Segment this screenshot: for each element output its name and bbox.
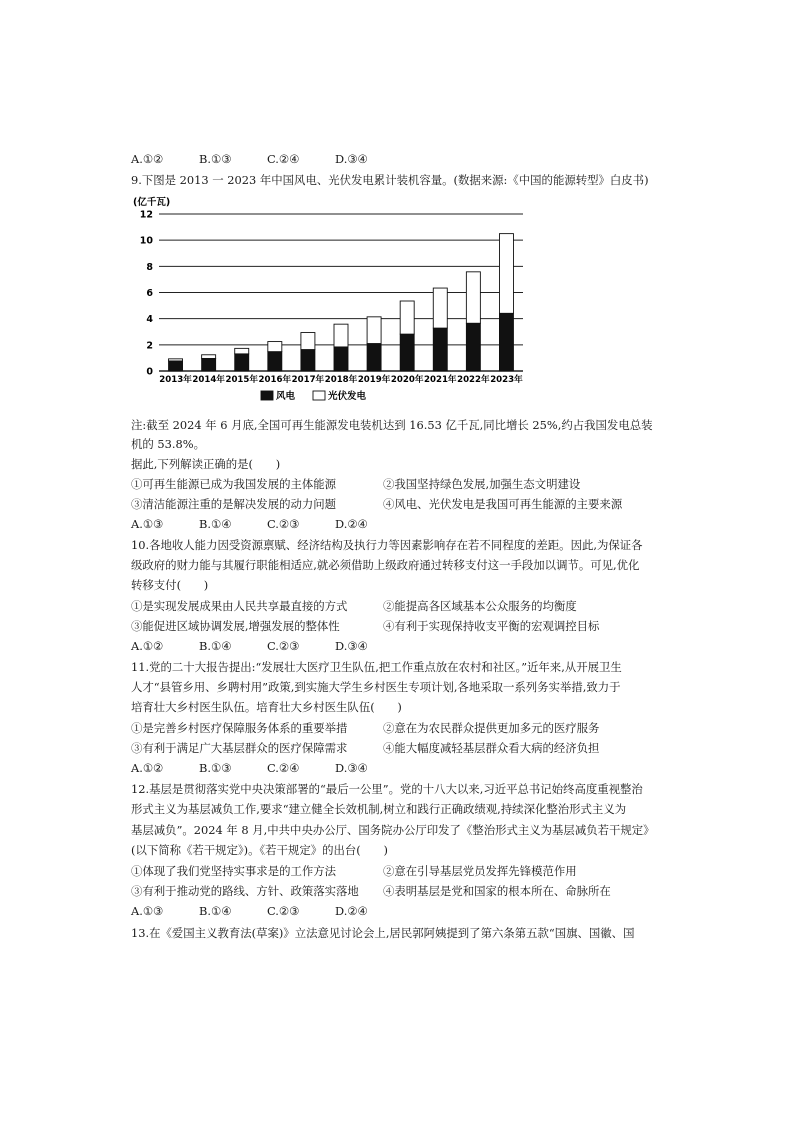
q11-item-3: ③有利于满足广大基层群众的医疗保障需求 [131,741,348,755]
q9-note-line2: 机的 53.8%。 [131,437,205,451]
bar-wind-2019年 [367,344,381,371]
q11-stem-line3: 培育壮大乡村医生队伍。培育壮大乡村医生队伍( ) [131,700,402,714]
q9-items-row1 [131,477,671,492]
legend-swatch-solar [313,391,325,400]
bar-wind-2013年 [169,361,183,371]
q11-items-row2 [131,741,671,756]
bar-solar-2018年 [334,324,348,347]
q12-item-4: ④表明基层是党和国家的根本所在、命脉所在 [383,884,611,898]
q12-items-row2 [131,884,671,899]
q12-item-1: ①体现了我们党坚持实事求是的工作方法 [131,864,337,878]
bar-wind-2015年 [235,354,249,371]
legend [261,390,367,402]
bar-wind-2016年 [268,352,282,371]
x-tick-2013年: 2013年 [159,375,192,385]
q9-item-4: ④风电、光伏发电是我国可再生能源的主要来源 [383,497,623,511]
q8-option-a[interactable]: A.①② [131,152,164,166]
x-tick-2021年: 2021年 [424,375,457,385]
q9-option-d[interactable]: D.②④ [335,517,368,531]
q10-option-b[interactable]: B.①④ [199,639,232,653]
bar-solar-2015年 [235,348,249,353]
q10-item-4: ④有利于实现保持收支平衡的宏观调控目标 [383,619,600,633]
x-tick-2017年: 2017年 [291,375,325,385]
q9-option-c[interactable]: C.②③ [267,517,300,531]
q8-option-b[interactable]: B.①③ [199,152,232,166]
q9-item-2: ②我国坚持绿色发展,加强生态文明建设 [383,477,581,491]
x-tick-2015年: 2015年 [225,375,258,385]
y-tick-6: 6 [146,288,153,299]
y-tick-labels [140,210,154,378]
bar-wind-2022年 [466,323,480,371]
q11-option-a[interactable]: A.①② [131,761,164,775]
q10-item-2: ②能提高各区域基本公众服务的均衡度 [383,599,577,613]
q12-item-2: ②意在引导基层党员发挥先锋模范作用 [383,864,577,878]
q13-stem-line1: 13.在《爱国主义教育法(草案)》立法意见讨论会上,居民郭阿姨提到了第六条第五款“国旗、国徽、国 [131,926,635,940]
q10-items-row1 [131,599,671,614]
q12-item-3: ③有利于推动党的路线、方针、政策落实落地 [131,884,359,898]
q10-option-d[interactable]: D.③④ [335,639,368,653]
x-tick-labels [159,373,523,385]
q8-option-d[interactable]: D.③④ [335,152,368,166]
q11-option-c[interactable]: C.②④ [267,761,300,775]
x-tick-2022年: 2022年 [457,375,490,385]
bar-solar-2017年 [301,333,315,350]
q10-items-row2 [131,619,671,634]
bar-solar-2020年 [400,301,414,334]
q9-items-row2 [131,497,671,512]
q8-option-c[interactable]: C.②④ [267,152,300,166]
q11-option-b[interactable]: B.①③ [199,761,232,775]
y-tick-12: 12 [139,209,153,221]
y-tick-4: 4 [146,314,153,326]
q8-options [131,152,671,167]
q11-item-4: ④能大幅度减轻基层群众看大病的经济负担 [383,741,600,755]
legend-label-solar: 光伏发电 [328,391,367,402]
q11-items-row1 [131,721,671,736]
q10-item-3: ③能促进区域协调发展,增强发展的整体性 [131,619,340,633]
x-tick-2018年: 2018年 [324,375,358,385]
q10-option-a[interactable]: A.①② [131,639,164,653]
bar-solar-2016年 [268,342,282,352]
bar-wind-2017年 [301,350,315,371]
bar-wind-2021年 [433,328,447,371]
q9-item-3: ③清洁能源注重的是解决发展的动力问题 [131,497,337,511]
q12-items-row1 [131,864,671,879]
q10-item-1: ①是实现发展成果由人民共享最直接的方式 [131,599,348,613]
q9-option-b[interactable]: B.①④ [199,517,232,531]
q12-options [131,904,671,919]
q11-stem-line2: 人才“县管乡用、乡聘村用”政策,到实施大学生乡村医生专项计划,各地采取一系列务实举措,致力于 [131,680,621,694]
bar-solar-2022年 [466,272,480,323]
q12-stem-line3: 基层减负”。2024 年 8 月,中共中央办公厅、国务院办公厅印发了《整治形式主义为基层减负若干规定》 [131,823,655,837]
legend-swatch-wind [261,391,273,400]
y-tick-10: 10 [139,235,153,247]
y-axis-label: (亿千瓦) [133,197,171,208]
q10-option-c[interactable]: C.②③ [267,639,300,653]
q12-option-d[interactable]: D.②④ [335,904,368,918]
q11-item-1: ①是完善乡村医疗保障服务体系的重要举措 [131,721,348,735]
bar-solar-2019年 [367,317,381,344]
q10-stem-line1: 10.各地收人能力因受资源禀赋、经济结构及执行力等因素影响存在若不同程度的差距。因此,为保证各 [131,538,643,552]
bar-wind-2018年 [334,347,348,371]
bars [169,234,514,371]
q12-stem-line2: 形式主义为基层减负工作,要求“建立健全长效机制,树立和践行正确政绩观,持续深化整治形式主义为 [131,802,627,816]
x-tick-2014年: 2014年 [192,375,225,385]
x-tick-2019年: 2019年 [357,375,391,385]
q10-stem-line3: 转移支付( ) [131,578,209,592]
q12-stem-line1: 12.基层是贯彻落实党中央决策部署的“最后一公里”。党的十八大以来,习近平总书记始终高度重视整治 [131,782,643,796]
x-tick-2020年: 2020年 [390,375,424,385]
x-tick-2016年: 2016年 [258,375,292,385]
bar-solar-2023年 [499,234,513,314]
bar-solar-2013年 [169,359,183,361]
q9-item-1: ①可再生能源已成为我国发展的主体能源 [131,477,337,491]
q9-stem: 9.下图是 2013 一 2023 年中国风电、光伏发电累计装机容量。(数据来源:《中国的能源转型》白皮书) [131,173,649,187]
q11-stem-line1: 11.党的二十大报告提出:“发展壮大医疗卫生队伍,把工作重点放在农村和社区。”近年来,从开展卫生 [131,660,622,674]
y-tick-0: 0 [146,366,153,378]
y-tick-2: 2 [146,340,153,352]
q9-note-line1: 注:截至 2024 年 6 月底,全国可再生能源发电装机达到 16.53 亿千瓦,同比增长 25%,约占我国发电总装 [131,418,653,432]
q12-stem-line4: (以下简称《若干规定》)。《若干规定》的出台( ) [131,843,388,857]
bar-solar-2014年 [202,355,216,359]
q12-option-a[interactable]: A.①③ [131,904,164,918]
q9-prompt: 据此,下列解读正确的是( ) [131,457,281,471]
bar-wind-2020年 [400,334,414,371]
q11-option-d[interactable]: D.③④ [335,761,368,775]
bar-solar-2021年 [433,288,447,328]
bar-wind-2023年 [499,313,513,371]
q10-options [131,639,671,654]
q12-option-c[interactable]: C.②③ [267,904,300,918]
q12-option-b[interactable]: B.①④ [199,904,232,918]
stacked-bar-chart [131,194,531,410]
q9-options [131,517,671,532]
q9-chart [131,194,531,410]
q11-item-2: ②意在为农民群众提供更加多元的医疗服务 [383,721,600,735]
legend-label-wind: 风电 [276,391,296,402]
q10-stem-line2: 级政府的财力能与其履行职能相适应,就必须借助上级政府通过转移支付这一手段加以调节。可见,优化 [131,558,640,572]
q9-option-a[interactable]: A.①③ [131,517,164,531]
y-tick-8: 8 [146,261,153,273]
x-tick-2023年: 2023年 [490,375,523,385]
q11-options [131,761,671,776]
bar-wind-2014年 [202,358,216,371]
